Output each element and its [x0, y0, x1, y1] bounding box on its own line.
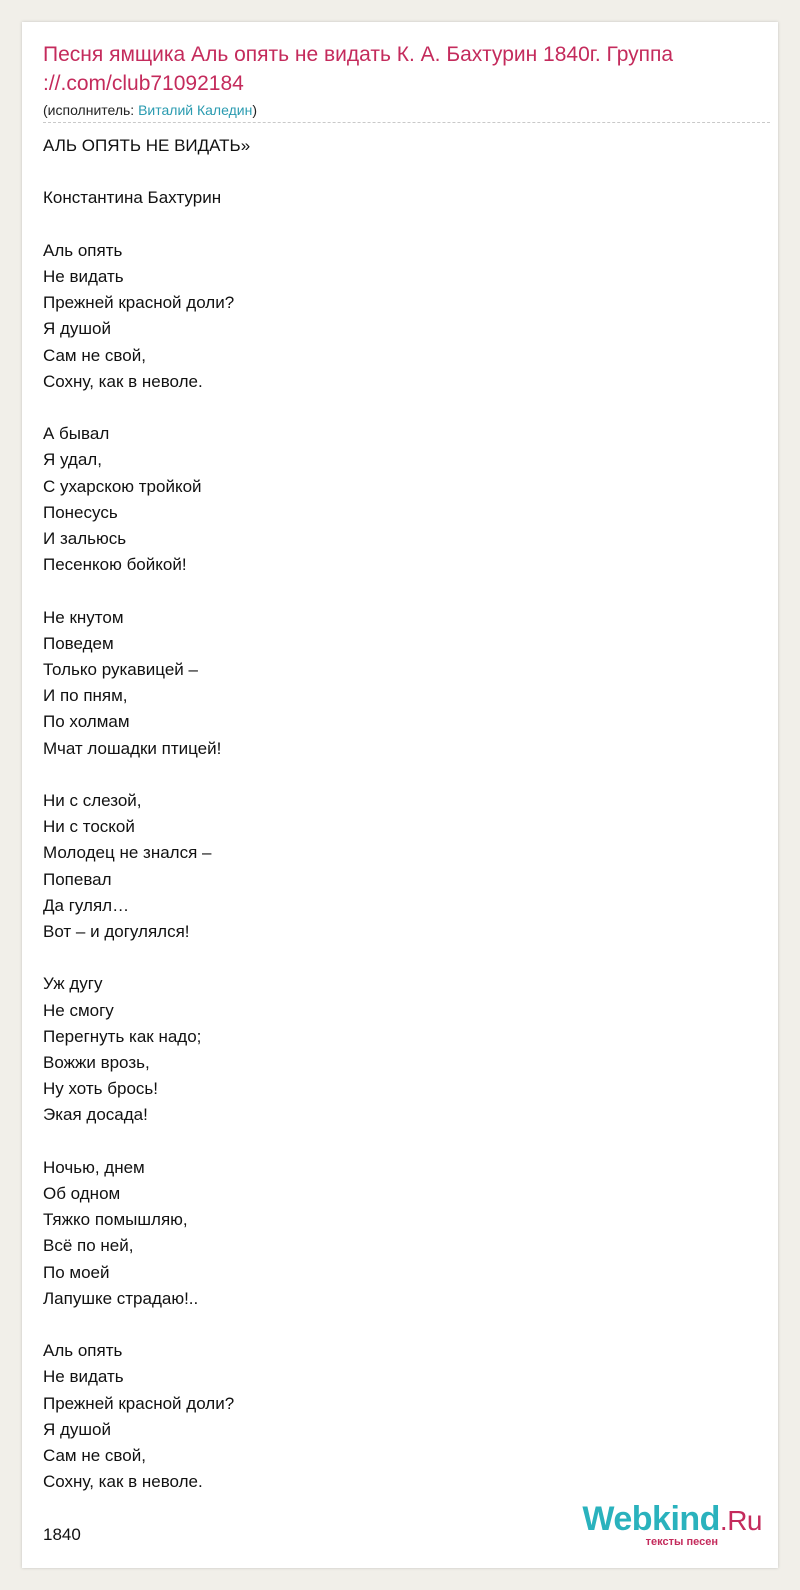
lyric-line: По холмам — [43, 712, 130, 732]
stanza-gap — [43, 1312, 250, 1338]
lyric-line: Мчат лошадки птицей! — [43, 738, 222, 758]
logo-subtitle: тексты песен — [645, 1536, 718, 1548]
logo-wordmark — [582, 1500, 762, 1539]
lyric-line: Прежней красной доли? — [43, 293, 235, 313]
lyric-line: С ухарскою тройкой — [43, 476, 202, 496]
lyric-line: И зальюсь — [43, 529, 127, 548]
lyric-line: Не видать — [43, 1367, 124, 1387]
lyric-line: Перегнуть как надо; — [43, 1026, 202, 1046]
lyric-line: Ни с слезой, — [43, 791, 142, 810]
lyric-line: Константина Бахтурин — [43, 188, 222, 208]
stanza-gap — [43, 159, 250, 185]
lyric-line: 1840 — [43, 1524, 81, 1544]
lyric-line: Всё по ней, — [43, 1236, 134, 1256]
lyric-line: АЛЬ ОПЯТЬ НЕ ВИДАТЬ» — [43, 136, 251, 155]
lyric-line: Сам не свой, — [43, 345, 146, 365]
lyric-line: Не смогу — [43, 1000, 114, 1020]
lyric-line: Вот – и догулялся! — [43, 922, 190, 942]
lyric-line: Попевал — [43, 869, 112, 889]
lyric-line: Об одном — [43, 1184, 121, 1204]
site-logo[interactable] — [562, 1500, 762, 1548]
lyric-line: Ну хоть брось! — [43, 1079, 158, 1099]
lyric-line: Ночью, днем — [43, 1157, 145, 1177]
lyric-line: Понесусь — [43, 502, 118, 522]
lyric-line: Сам не свой, — [43, 1446, 146, 1466]
lyrics-page — [22, 22, 778, 1568]
logo-main-text: Webkind — [582, 1500, 720, 1538]
page-title: Песня ямщика Аль опять не видать К. А. Бахтурин 1840г. Группа ://.com/club71092184 — [43, 43, 674, 95]
lyric-line: Молодец не знался – — [43, 843, 212, 863]
stanza-gap — [43, 1495, 250, 1521]
lyric-line: Уж дугу — [43, 974, 103, 994]
performer-suffix: ) — [252, 102, 257, 118]
lyric-line: Я душой — [43, 1419, 112, 1439]
logo-tld: .Ru — [719, 1505, 762, 1536]
lyric-line: По моей — [43, 1262, 110, 1282]
lyrics-text — [43, 133, 250, 1548]
lyric-line: Аль опять — [43, 1341, 123, 1361]
performer-info — [43, 101, 257, 119]
lyric-line: Я удал, — [43, 450, 102, 470]
lyric-line: Тяжко помышляю, — [43, 1210, 188, 1230]
stanza-gap — [43, 1129, 250, 1155]
lyric-line: Не кнутом — [43, 607, 124, 627]
lyric-line: Ни с тоской — [43, 817, 135, 837]
header-divider — [43, 122, 770, 123]
lyric-line: Вожжи врозь, — [43, 1053, 150, 1073]
lyric-line: Поведем — [43, 633, 114, 653]
lyric-line: Прежней красной доли? — [43, 1393, 235, 1413]
stanza-gap — [43, 395, 250, 421]
stanza-gap — [43, 762, 250, 788]
lyric-line: Да гулял… — [43, 895, 130, 915]
lyric-line: И по пням, — [43, 686, 128, 706]
performer-prefix: (исполнитель: — [43, 102, 139, 118]
performer-link[interactable]: Виталий Каледин — [138, 102, 253, 118]
lyric-line: Лапушке страдаю!.. — [43, 1288, 199, 1308]
lyric-line: Сохну, как в неволе. — [43, 1472, 203, 1492]
lyric-line: Я душой — [43, 319, 112, 339]
lyric-line: Только рукавицей – — [43, 660, 198, 679]
lyric-line: Аль опять — [43, 240, 123, 260]
lyric-line: Экая досада! — [43, 1105, 148, 1125]
stanza-gap — [43, 945, 250, 971]
stanza-gap — [43, 212, 250, 238]
stanza-gap — [43, 578, 250, 604]
lyric-line: А бывал — [43, 424, 110, 444]
lyric-line: Песенкою бойкой! — [43, 555, 187, 575]
lyric-line: Не видать — [43, 266, 124, 286]
lyric-line: Сохну, как в неволе. — [43, 371, 203, 391]
